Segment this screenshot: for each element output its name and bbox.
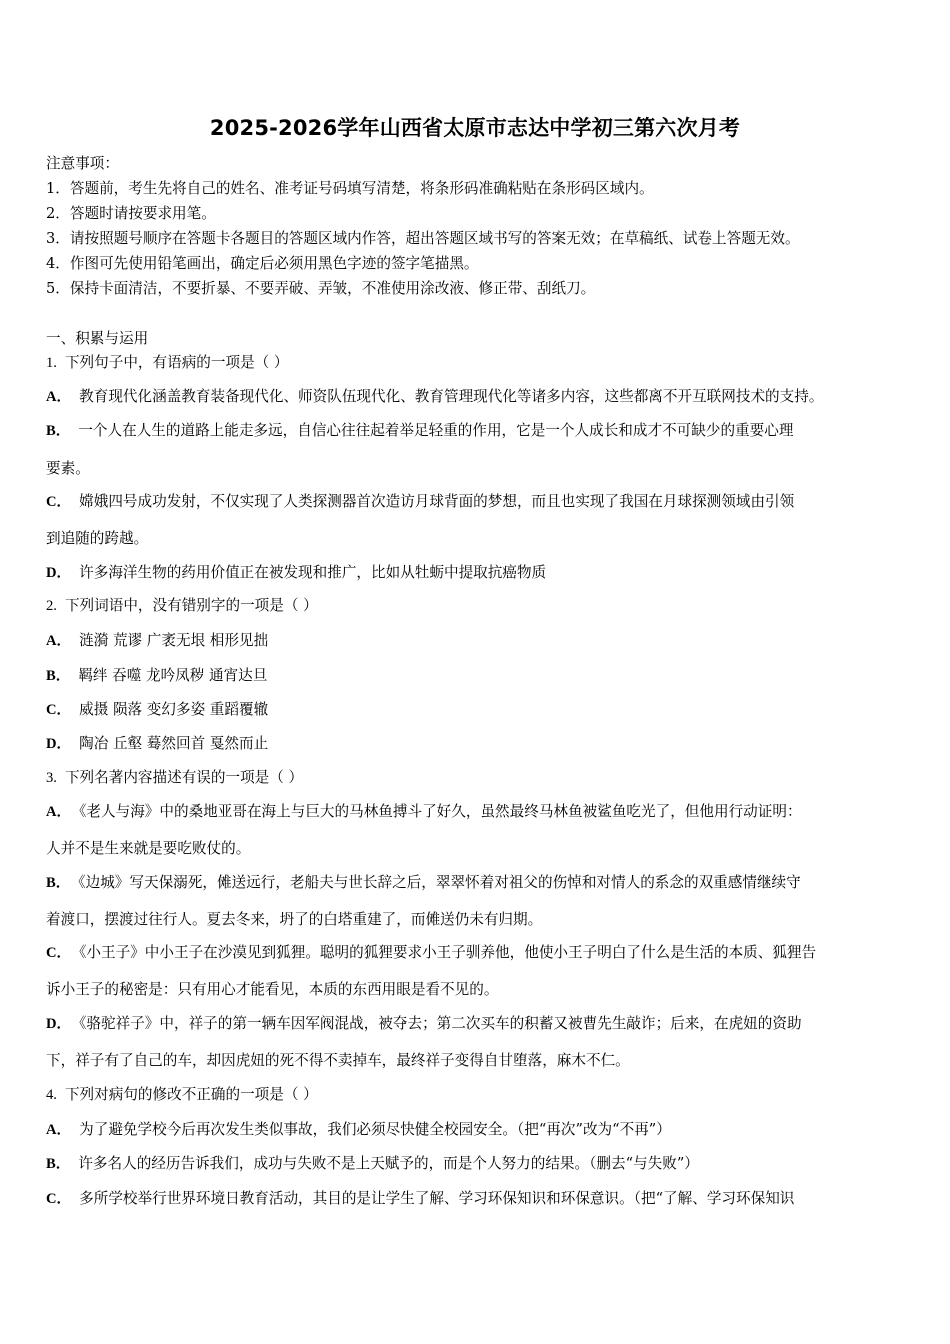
section-heading: 一、积累与运用 — [46, 330, 149, 347]
option-line — [46, 419, 793, 440]
question-text: 下列名著内容描述有误的一项是（ ） — [64, 769, 304, 786]
notice-item: 5．保持卡面清洁，不要折暴、不要弄破、弄皱，不准使用涂改液、修正带、刮纸刀。 — [46, 280, 596, 297]
option-text: 多所学校举行世界环境日教育活动，其目的是让学生了解、学习环保知识和环保意识。（把“了解、学习环保知识 — [79, 1190, 795, 1207]
option-continuation: 要素。 — [46, 460, 90, 477]
option-line — [46, 732, 268, 753]
option-continuation: 着渡口，摆渡过往行人。夏去冬来，坍了的白塔重建了，而傩送仍未有归期。 — [46, 911, 543, 928]
option-text: 陶冶 丘壑 蓦然回首 戛然而止 — [79, 735, 269, 752]
option-label: B． — [46, 668, 71, 684]
option-text: 《小王子》中小王子在沙漠见到狐狸。聪明的狐狸要求小王子驯养他，他使小王子明白了什么是生活的本质、狐狸告 — [79, 944, 817, 961]
option-text: 一个人在人生的道路上能走多远，自信心往往起着举足轻重的作用，它是一个人成长和成才不可缺少的重要心理 — [78, 422, 794, 439]
option-text: 教育现代化涵盖教育装备现代化、师资队伍现代化、教育管理现代化等诸多内容，这些都离不开互联网技术的支持。 — [79, 388, 824, 405]
option-line — [46, 800, 802, 821]
option-line — [46, 664, 267, 685]
option-text: 《骆驼祥子》中，祥子的第一辆车因军阀混战，被夺去；第二次买车的积蓄又被曹先生敲诈；后来，在虎妞的资助 — [79, 1015, 802, 1032]
option-label: C． — [46, 702, 72, 718]
option-text: 为了避免学校今后再次发生类似事故，我们必须尽快健全校园安全。（把“再次”改为“不再”） — [79, 1121, 671, 1138]
option-label: C． — [46, 945, 72, 961]
option-label: A． — [46, 633, 72, 649]
option-line — [46, 1152, 699, 1173]
option-text: 羁绊 吞噬 龙吟凤秽 通宵达旦 — [78, 667, 268, 684]
option-label: B． — [46, 1156, 71, 1172]
option-text: 《老人与海》中的桑地亚哥在海上与巨大的马林鱼搏斗了好久，虽然最终马林鱼被鲨鱼吃光了，但他用行动证明： — [79, 803, 802, 820]
option-continuation: 人并不是生来就是要吃败仗的。 — [46, 840, 251, 857]
option-label: B． — [46, 423, 71, 439]
question-stem — [46, 351, 289, 372]
option-text: 涟漪 荒谬 广袤无垠 相形见拙 — [79, 632, 269, 649]
option-label: D． — [46, 565, 72, 581]
exam-title: 2025-2026学年山西省太原市志达中学初三第六次月考 — [209, 116, 741, 140]
question-stem — [46, 766, 303, 787]
option-text: 《边城》写天保溺死，傩送远行，老船夫与世长辞之后，翠翠怀着对祖父的伤悼和对情人的系念的双重感情继续守 — [78, 874, 801, 891]
option-line — [46, 385, 823, 406]
option-label: C． — [46, 494, 72, 510]
question-stem — [46, 594, 318, 615]
question-number: 3. — [46, 770, 57, 786]
option-line — [46, 698, 268, 719]
option-label: D． — [46, 736, 72, 752]
notice-item: 3．请按照题号顺序在答题卡各题目的答题区域内作答，超出答题区域书写的答案无效；在草稿纸、试卷上答题无效。 — [46, 230, 800, 247]
option-line — [46, 1012, 802, 1033]
option-line — [46, 1118, 671, 1139]
option-text: 威摄 陨落 变幻多姿 重蹈覆辙 — [79, 701, 269, 718]
notice-item: 1．答题前，考生先将自己的姓名、准考证号码填写清楚，将条形码准确粘贴在条形码区域内。 — [46, 180, 654, 197]
option-continuation: 诉小王子的秘密是：只有用心才能看见，本质的东西用眼是看不见的。 — [46, 981, 499, 998]
option-label: D． — [46, 1016, 72, 1032]
option-line — [46, 561, 546, 582]
option-label: B． — [46, 875, 71, 891]
option-text: 嫦娥四号成功发射，不仅实现了人类探测器首次造访月球背面的梦想，而且也实现了我国在月球探测领域由引领 — [79, 493, 795, 510]
option-text: 许多名人的经历告诉我们，成功与失败不是上天赋予的，而是个人努力的结果。（删去“与失败”） — [78, 1155, 699, 1172]
option-line — [46, 871, 801, 892]
option-line — [46, 629, 268, 650]
question-text: 下列词语中，没有错别字的一项是（ ） — [64, 597, 318, 614]
question-text: 下列对病句的修改不正确的一项是（ ） — [64, 1086, 318, 1103]
question-text: 下列句子中，有语病的一项是（ ） — [64, 354, 289, 371]
option-label: A． — [46, 389, 72, 405]
notice-heading: 注意事项： — [46, 155, 119, 172]
option-label: C． — [46, 1191, 72, 1207]
option-continuation: 到追随的跨越。 — [46, 530, 149, 547]
option-label: A． — [46, 1122, 72, 1138]
option-line — [46, 1187, 794, 1208]
option-label: A． — [46, 804, 72, 820]
question-number: 1. — [46, 355, 57, 371]
question-number: 4. — [46, 1087, 57, 1103]
notice-item: 4．作图可先使用铅笔画出，确定后必须用黑色字迹的签字笔描黑。 — [46, 255, 479, 272]
option-continuation: 下，祥子有了自己的车，却因虎妞的死不得不卖掉车，最终祥子变得自甘堕落，麻木不仁。 — [46, 1052, 630, 1069]
notice-item: 2．答题时请按要求用笔。 — [46, 205, 216, 222]
question-number: 2. — [46, 598, 57, 614]
option-text: 许多海洋生物的药用价值正在被发现和推广，比如从牡蛎中提取抗癌物质 — [79, 564, 547, 581]
question-stem — [46, 1083, 318, 1104]
option-line — [46, 941, 816, 962]
option-line — [46, 490, 794, 511]
